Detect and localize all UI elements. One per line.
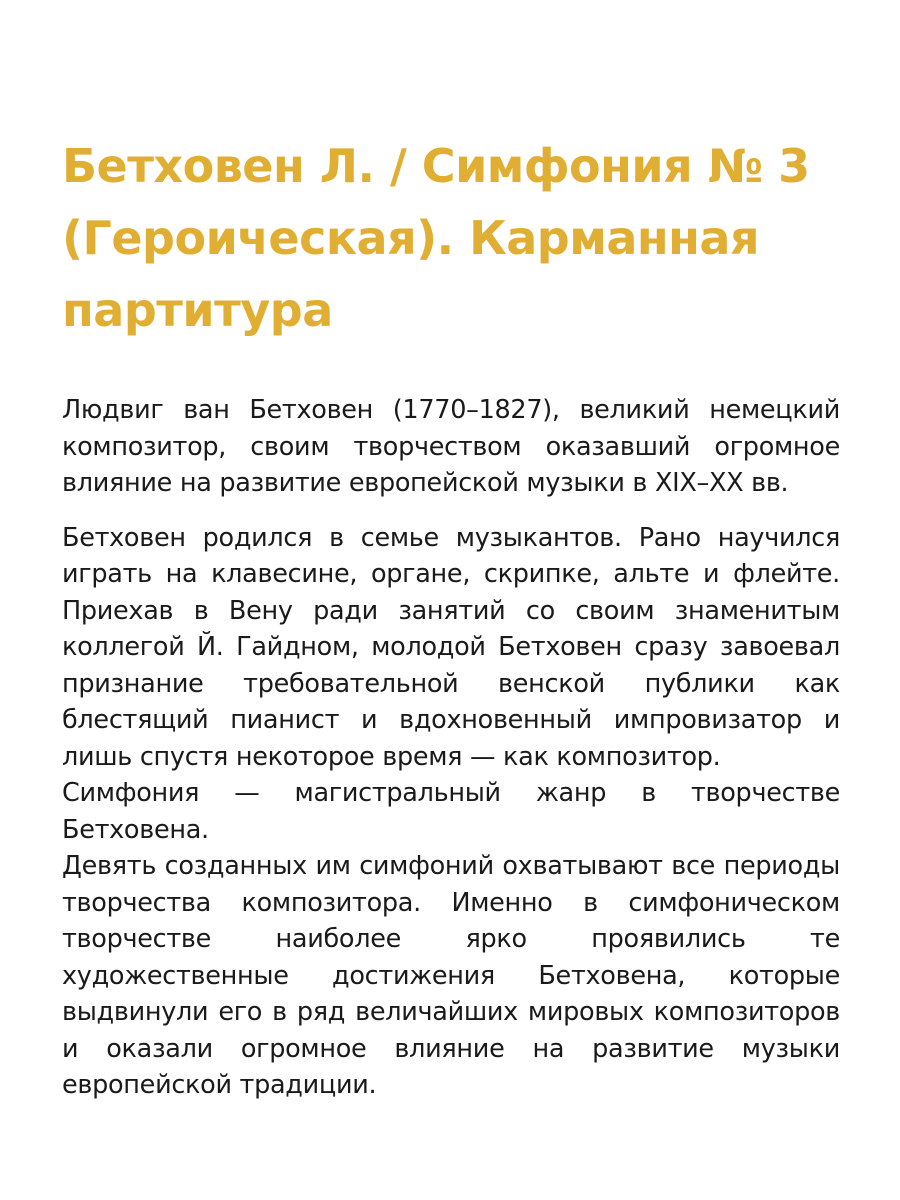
paragraph-nine-symphonies: Девять созданных им симфоний охватывают все периоды творчества композитора. Именно в симфоническом творчестве наиболее ярко проявились те художественные достижения Бетховена, которые выдвинули его в ряд величайших мировых композиторов и оказали огромное влияние на развитие музыки европейской традиции. xyxy=(62,851,840,1100)
document-page xyxy=(62,130,840,1104)
paragraph-biography: Бетховен родился в семье музыкантов. Рано научился играть на клавесине, органе, скрипке, альте и флейте. Приехав в Вену ради занятий со своим знаменитым коллегой Й. Гайдном, молодой Бетховен сразу завоевал признание требовательной венской публики как блестящий пианист и вдохновенный импровизатор и лишь спустя некоторое время — как композитор. xyxy=(62,522,840,772)
paragraph-symphony-genre: Симфония — магистральный жанр в творчестве Бетховена. xyxy=(62,778,840,845)
paragraph-intro: Людвиг ван Бетховен (1770–1827), великий немецкий композитор, своим творчеством оказавший огромное влияние на развитие европейской музыки в XIX–XX вв. xyxy=(62,395,840,498)
document-title: Бетховен Л. / Симфония № 3 (Героическая). Карманная партитура xyxy=(62,139,810,337)
